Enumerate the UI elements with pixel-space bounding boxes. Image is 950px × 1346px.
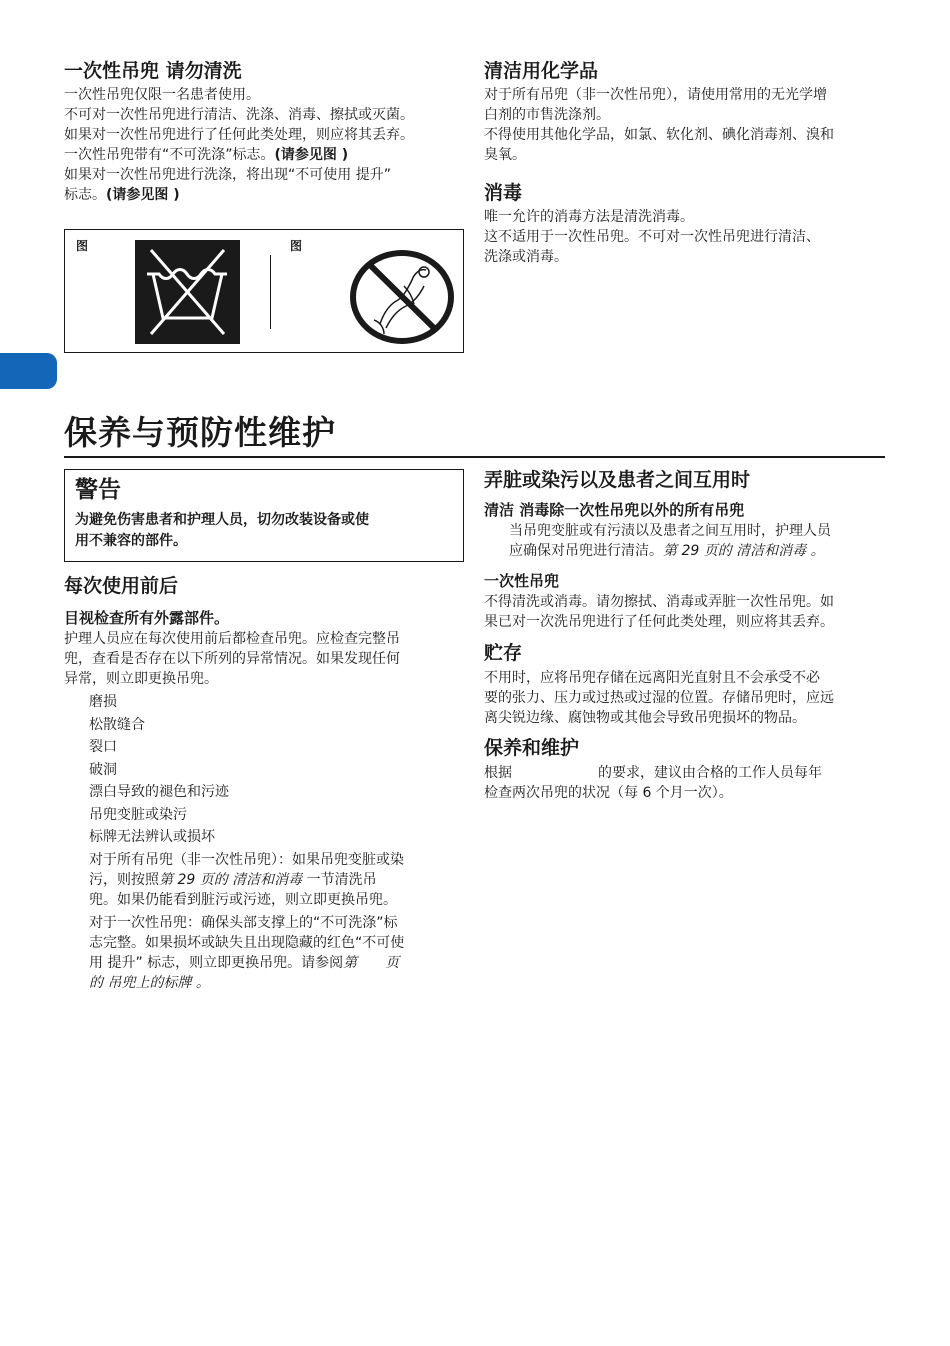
warning-title: 警告 bbox=[75, 477, 121, 503]
text-line: 对于一次性吊兜：确保头部支撑上的“不可洗涤”标 bbox=[89, 914, 398, 931]
list-item: 磨损 bbox=[89, 694, 117, 710]
text-line: 的要求，建议由合格的工作人员每年 bbox=[598, 765, 822, 781]
paragraph-line bbox=[484, 541, 889, 561]
warning-box bbox=[64, 469, 464, 562]
chemicals-section bbox=[484, 59, 889, 165]
figure-box bbox=[64, 229, 464, 353]
text-line: 污，则按照 bbox=[89, 871, 159, 888]
text-line: 应确保对吊兜进行清洁。 bbox=[509, 543, 663, 559]
section-title: 弄脏或染污以及患者之间互用时 bbox=[484, 469, 751, 491]
paragraph-line bbox=[64, 185, 469, 205]
text-line: 根据 bbox=[484, 765, 512, 781]
text-line: 。 bbox=[191, 974, 210, 991]
paragraph-line: 臭氧。 bbox=[484, 147, 526, 163]
text-line: 对于所有吊兜（非一次性吊兜）：如果吊兜变脏或染 bbox=[89, 851, 404, 868]
maintenance-section bbox=[484, 736, 889, 803]
paragraph-line bbox=[484, 763, 889, 783]
warning-text bbox=[75, 510, 453, 552]
no-wash-icon bbox=[135, 240, 240, 344]
warning-line: 为避免伤害患者和护理人员，切勿改装设备或使 bbox=[75, 512, 369, 528]
paragraph-line: 检查两次吊兜的状况（每 6 个月一次）。 bbox=[484, 785, 733, 801]
label-line-text: 一次性吊兜带有“不可洗涤”标志。 bbox=[64, 147, 275, 163]
paragraph-line: 如果对一次性吊兜进行了任何此类处理，则应将其丢弃。 bbox=[64, 127, 414, 143]
list-item bbox=[64, 850, 469, 910]
list-item: 裂口 bbox=[89, 739, 117, 755]
paragraph-line: 一次性吊兜仅限一名患者使用。 bbox=[64, 87, 260, 103]
paragraph-line: 白剂的市售洗涤剂。 bbox=[484, 107, 610, 123]
paragraph-line bbox=[64, 145, 469, 165]
dirty-section bbox=[484, 468, 889, 632]
section-title: 贮存 bbox=[484, 642, 523, 664]
list-item: 标牌无法辨认或损坏 bbox=[89, 829, 215, 845]
title-rule bbox=[64, 456, 885, 458]
page-title: 保养与预防性维护 bbox=[64, 413, 336, 452]
section-title: 每次使用前后 bbox=[64, 575, 179, 597]
list-item: 吊兜变脏或染污 bbox=[89, 806, 187, 823]
text-line: 志完整。如果损坏或缺失且出现隐藏的红色“不可使 bbox=[89, 934, 405, 951]
paragraph-line: 不得使用其他化学品，如氯、软化剂、碘化消毒剂、溴和 bbox=[484, 127, 834, 143]
list-item bbox=[64, 913, 469, 993]
text-line: 兜。如果仍能看到脏污或污迹，则立即更换吊兜。 bbox=[89, 891, 397, 908]
section-subtitle: 一次性吊兜 bbox=[484, 572, 560, 590]
figure-reference: (请参见图 ) bbox=[274, 147, 349, 163]
section-title: 一次性吊兜 请勿清洗 bbox=[64, 60, 242, 82]
warning-line: 用不兼容的部件。 bbox=[75, 533, 187, 549]
cross-reference: 第 29 页的 清洁和消毒 bbox=[159, 871, 303, 888]
section-subtitle: 目视检查所有外露部件。 bbox=[64, 609, 230, 627]
storage-section bbox=[484, 641, 889, 728]
paragraph-line: 不用时，应将吊兜存储在远离阳光直射且不会承受不必 bbox=[484, 670, 820, 686]
paragraph-line: 要的张力、压力或过热或过湿的位置。存储吊兜时，应远 bbox=[484, 690, 834, 706]
text-line: 用 提升” 标志，则立即更换吊兜。请参阅 bbox=[89, 954, 344, 971]
text-line: 一节清洗吊 bbox=[302, 871, 377, 888]
list-item: 松散缝合 bbox=[89, 716, 145, 733]
cross-reference: 第 页 bbox=[343, 954, 400, 971]
figure-label-a: 图 bbox=[76, 239, 89, 253]
disinfection-section bbox=[484, 181, 889, 267]
wash-line-text: 标志。 bbox=[64, 187, 106, 203]
paragraph-line: 这不适用于一次性吊兜。不可对一次性吊兜进行清洁、 bbox=[484, 229, 820, 245]
paragraph-line: 如果对一次性吊兜进行洗涤，将出现“不可使用 提升” bbox=[64, 167, 391, 183]
section-title: 保养和维护 bbox=[484, 737, 580, 759]
cross-reference: 第 29 页的 清洁和消毒 bbox=[663, 543, 807, 559]
list-item: 漂白导致的褪色和污迹 bbox=[89, 784, 229, 800]
paragraph-line: 离尖锐边缘、腐蚀物或其他会导致吊兜损坏的物品。 bbox=[484, 710, 806, 726]
list-item: 破洞 bbox=[89, 761, 117, 778]
paragraph-line: 当吊兜变脏或有污渍以及患者之间互用时，护理人员 bbox=[509, 523, 831, 539]
paragraph-line: 不得清洗或消毒。请勿擦拭、消毒或弄脏一次性吊兜。如 bbox=[484, 594, 834, 610]
text-line: 。 bbox=[806, 543, 825, 559]
figure-reference: (请参见图 ) bbox=[106, 187, 180, 203]
disposable-no-wash-section bbox=[64, 59, 469, 205]
paragraph-line: 果已对一次洗吊兜进行了任何此类处理，则应将其丢弃。 bbox=[484, 614, 834, 630]
paragraph-line: 不可对一次性吊兜进行清洁、洗涤、消毒、擦拭或灭菌。 bbox=[64, 107, 414, 123]
paragraph-line: 护理人员应在每次使用前后都检查吊兜。应检查完整吊 bbox=[64, 631, 400, 647]
figure-label-b: 图 bbox=[290, 239, 303, 253]
defect-list bbox=[64, 691, 469, 849]
figure-divider bbox=[270, 255, 271, 329]
paragraph-line: 异常，则立即更换吊兜。 bbox=[64, 671, 218, 687]
section-title: 消毒 bbox=[484, 182, 523, 204]
side-tab bbox=[0, 353, 57, 389]
cross-reference: 的 吊兜上的标牌 bbox=[89, 974, 192, 991]
paragraph-line: 唯一允许的消毒方法是清洗消毒。 bbox=[484, 209, 694, 225]
paragraph-line: 兜，查看是否存在以下所列的异常情况。如果发现任何 bbox=[64, 651, 400, 667]
section-subtitle: 清洁 消毒除一次性吊兜以外的所有吊兜 bbox=[484, 501, 745, 519]
section-title: 清洁用化学品 bbox=[484, 60, 599, 82]
paragraph-line: 洗涤或消毒。 bbox=[484, 249, 568, 265]
paragraph-line: 对于所有吊兜（非一次性吊兜），请使用常用的无光学增 bbox=[484, 87, 827, 103]
do-not-use-lift-icon bbox=[350, 250, 454, 344]
before-use-section bbox=[64, 574, 469, 996]
